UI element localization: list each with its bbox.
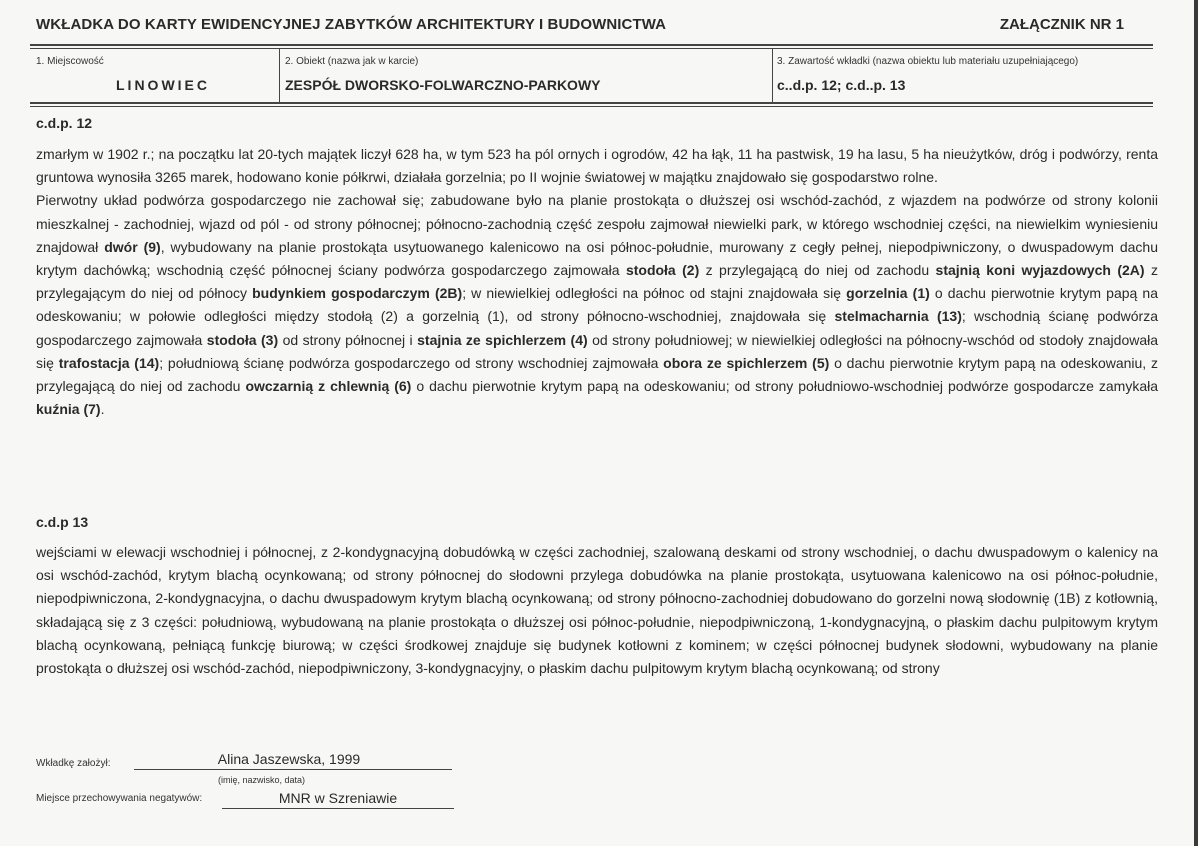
highlighted-term: dwór (9)	[104, 238, 161, 255]
text-run: ; południową ścianę podwórza gospodarczego od strony wschodniej zajmowała	[159, 354, 664, 371]
highlighted-term: stodoła (2)	[625, 262, 700, 279]
object-label: 2. Obiekt (nazwa jak w karcie)	[285, 56, 419, 67]
top-rule-thin	[30, 48, 1153, 49]
highlighted-term: budynkiem gospodarczym (2B)	[252, 285, 463, 302]
text-run: z przylegającym do niej od północy	[36, 262, 1158, 302]
scan-edge	[1194, 0, 1198, 846]
text-run: o dachu pierwotnie krytym papą na odeskowaniu; w połowie odległości między stodołą (2) a gorzelnią (1), od strony północno-wschodniej, znajdowała się	[36, 285, 1158, 325]
text-run: .	[100, 401, 105, 418]
text-run: od strony południowej; w niewielkiej odległości na północny-wschód od stodoły znajdowała się	[36, 331, 1159, 371]
bottom-rule-thin	[30, 106, 1153, 107]
content-value: c..d.p. 12; c.d..p. 13	[777, 77, 906, 93]
author-value: Alina Jaszewska, 1999	[217, 751, 361, 767]
annex-number: ZAŁĄCZNIK NR 1	[999, 16, 1124, 33]
highlighted-term: gorzelnia (1)	[846, 285, 930, 302]
section-body	[36, 541, 1158, 680]
column-divider	[279, 48, 280, 102]
text-run: zmarłym w 1902 r.; na początku lat 20-tych majątek liczył 628 ha, w tym 523 ha pól ornych i ogrodów, 42 ha łąk, 11 ha pastwisk, 19 ha lasu, 5 ha nieużytków, dróg i podwórzy, renta gruntowa wynosiła 3265 marek, hodowano konie półkrwi, działała gorzelnia; po II wojnie światowej w majątku znajdowało się gospodarstwo rolne.	[36, 146, 1158, 186]
author-underline	[134, 769, 452, 770]
section-heading: c.d.p. 12	[36, 115, 93, 131]
document-title: WKŁADKA DO KARTY EWIDENCYJNEJ ZABYTKÓW ARCHITEKTURY I BUDOWNICTWA	[36, 16, 667, 33]
content-label: 3. Zawartość wkładki (nazwa obiektu lub materiału uzupełniającego)	[777, 56, 1079, 67]
storage-label: Miejsce przechowywania negatywów:	[36, 793, 203, 804]
paragraph	[36, 189, 1158, 421]
text-run: , wybudowany na planie prostokąta usytuowanego kalenicowo na osi północ-południe, murowany z cegły pełnej, niepodpiwniczony, o dwuspadowym dachu krytym dachówką; wschodnią część północnej ściany podwórza gospodarczego zajmowała	[36, 238, 1158, 279]
section-body	[36, 143, 1158, 421]
text-run: z przylegającą do niej od zachodu	[699, 262, 936, 279]
paragraph	[36, 143, 1158, 189]
text-run: ; wschodnią ścianę podwórza gospodarczego zajmowała	[36, 308, 1158, 348]
storage-underline	[222, 808, 454, 809]
text-run: Pierwotny układ podwórza gospodarczego nie zachował się; zabudowane było na planie prostokąta o dłuższej osi wschód-zachód, z wjazdem na podwórze od strony kolonii mieszkalnej - zachodniej, wjazd od pól - od strony północnej; północno-zachodnią część zespołu zajmował niewielki park, w którego wschodniej części, na niewielkim wyniesieniu znajdował	[36, 192, 1158, 255]
storage-value: MNR w Szreniawie	[278, 790, 398, 806]
highlighted-term: stajnia ze spichlerzem (4)	[417, 331, 588, 348]
column-divider	[772, 48, 773, 102]
highlighted-term: stodoła (3)	[206, 331, 279, 348]
highlighted-term: owczarnią z chlewnią (6)	[245, 378, 412, 395]
highlighted-term: kuźnia (7)	[36, 401, 101, 418]
text-run: o dachu pierwotnie krytym papą na odeskowaniu; od strony południowo-wschodniej podwórze gospodarcze zamykała	[411, 378, 1159, 395]
top-rule	[30, 44, 1153, 46]
highlighted-term: stelmacharnia (13)	[834, 308, 962, 325]
paragraph	[36, 541, 1158, 680]
object-value: ZESPÓŁ DWORSKO-FOLWARCZNO-PARKOWY	[285, 77, 601, 93]
text-run: wejściami w elewacji wschodniej i północnej, z 2-kondygnacyjną dobudówką w części zachodniej, szalowaną deskami od strony wschodniej, o dachu dwuspadowym o kalenicy na osi wschód-zachód, krytym blachą ocynkowaną; od strony północnej do słodowni przylega dobudówka na planie prostokąta, usytuowana kalenicowo na osi północ-południe, niepodpiwniczona, 2-kondygnacyjna, o dachu dwuspadowym krytym blachą ocynkowaną; od strony północno-zachodniej dobudowano do gorzelni nową słodownię (1B) z kotłownią, składającą się z 3 części: południową, wybudowaną na planie prostokąta o dłuższej osi północ-południe, niepodpiwniczoną, 1-kondygnacyjną, o płaskim dachu pulpitowym krytym blachą ocynkowaną, pełniącą funkcję biurową; w części środkowej znajduje się budynek kotłowni z kominem; w części północnej budynek słodowni, wybudowany na planie prostokąta o dłuższej osi wschód-zachód, niepodpiwniczony, 3-kondygnacyjny, o płaskim dachu pulpitowym krytym blachą ocynkowaną; od strony	[36, 544, 1158, 677]
text-run: ; w niewielkiej odległości na północ od stajni znajdowała się	[462, 285, 847, 302]
author-note: (imię, nazwisko, data)	[218, 775, 306, 785]
locality-value: LINOWIEC	[116, 77, 210, 93]
author-label: Wkładkę założył:	[36, 758, 111, 769]
text-run: o dachu pierwotnie krytym papą na odeskowaniu, z przylegającą do niej od zachodu	[36, 354, 1158, 395]
section-heading: c.d.p 13	[36, 514, 89, 530]
locality-label: 1. Miejscowość	[36, 56, 104, 67]
highlighted-term: trafostacja (14)	[58, 354, 160, 371]
text-run: od strony północnej i	[278, 331, 418, 348]
highlighted-term: obora ze spichlerzem (5)	[663, 354, 830, 371]
highlighted-term: stajnią koni wyjazdowych (2A)	[935, 262, 1145, 279]
bottom-rule	[30, 102, 1153, 104]
